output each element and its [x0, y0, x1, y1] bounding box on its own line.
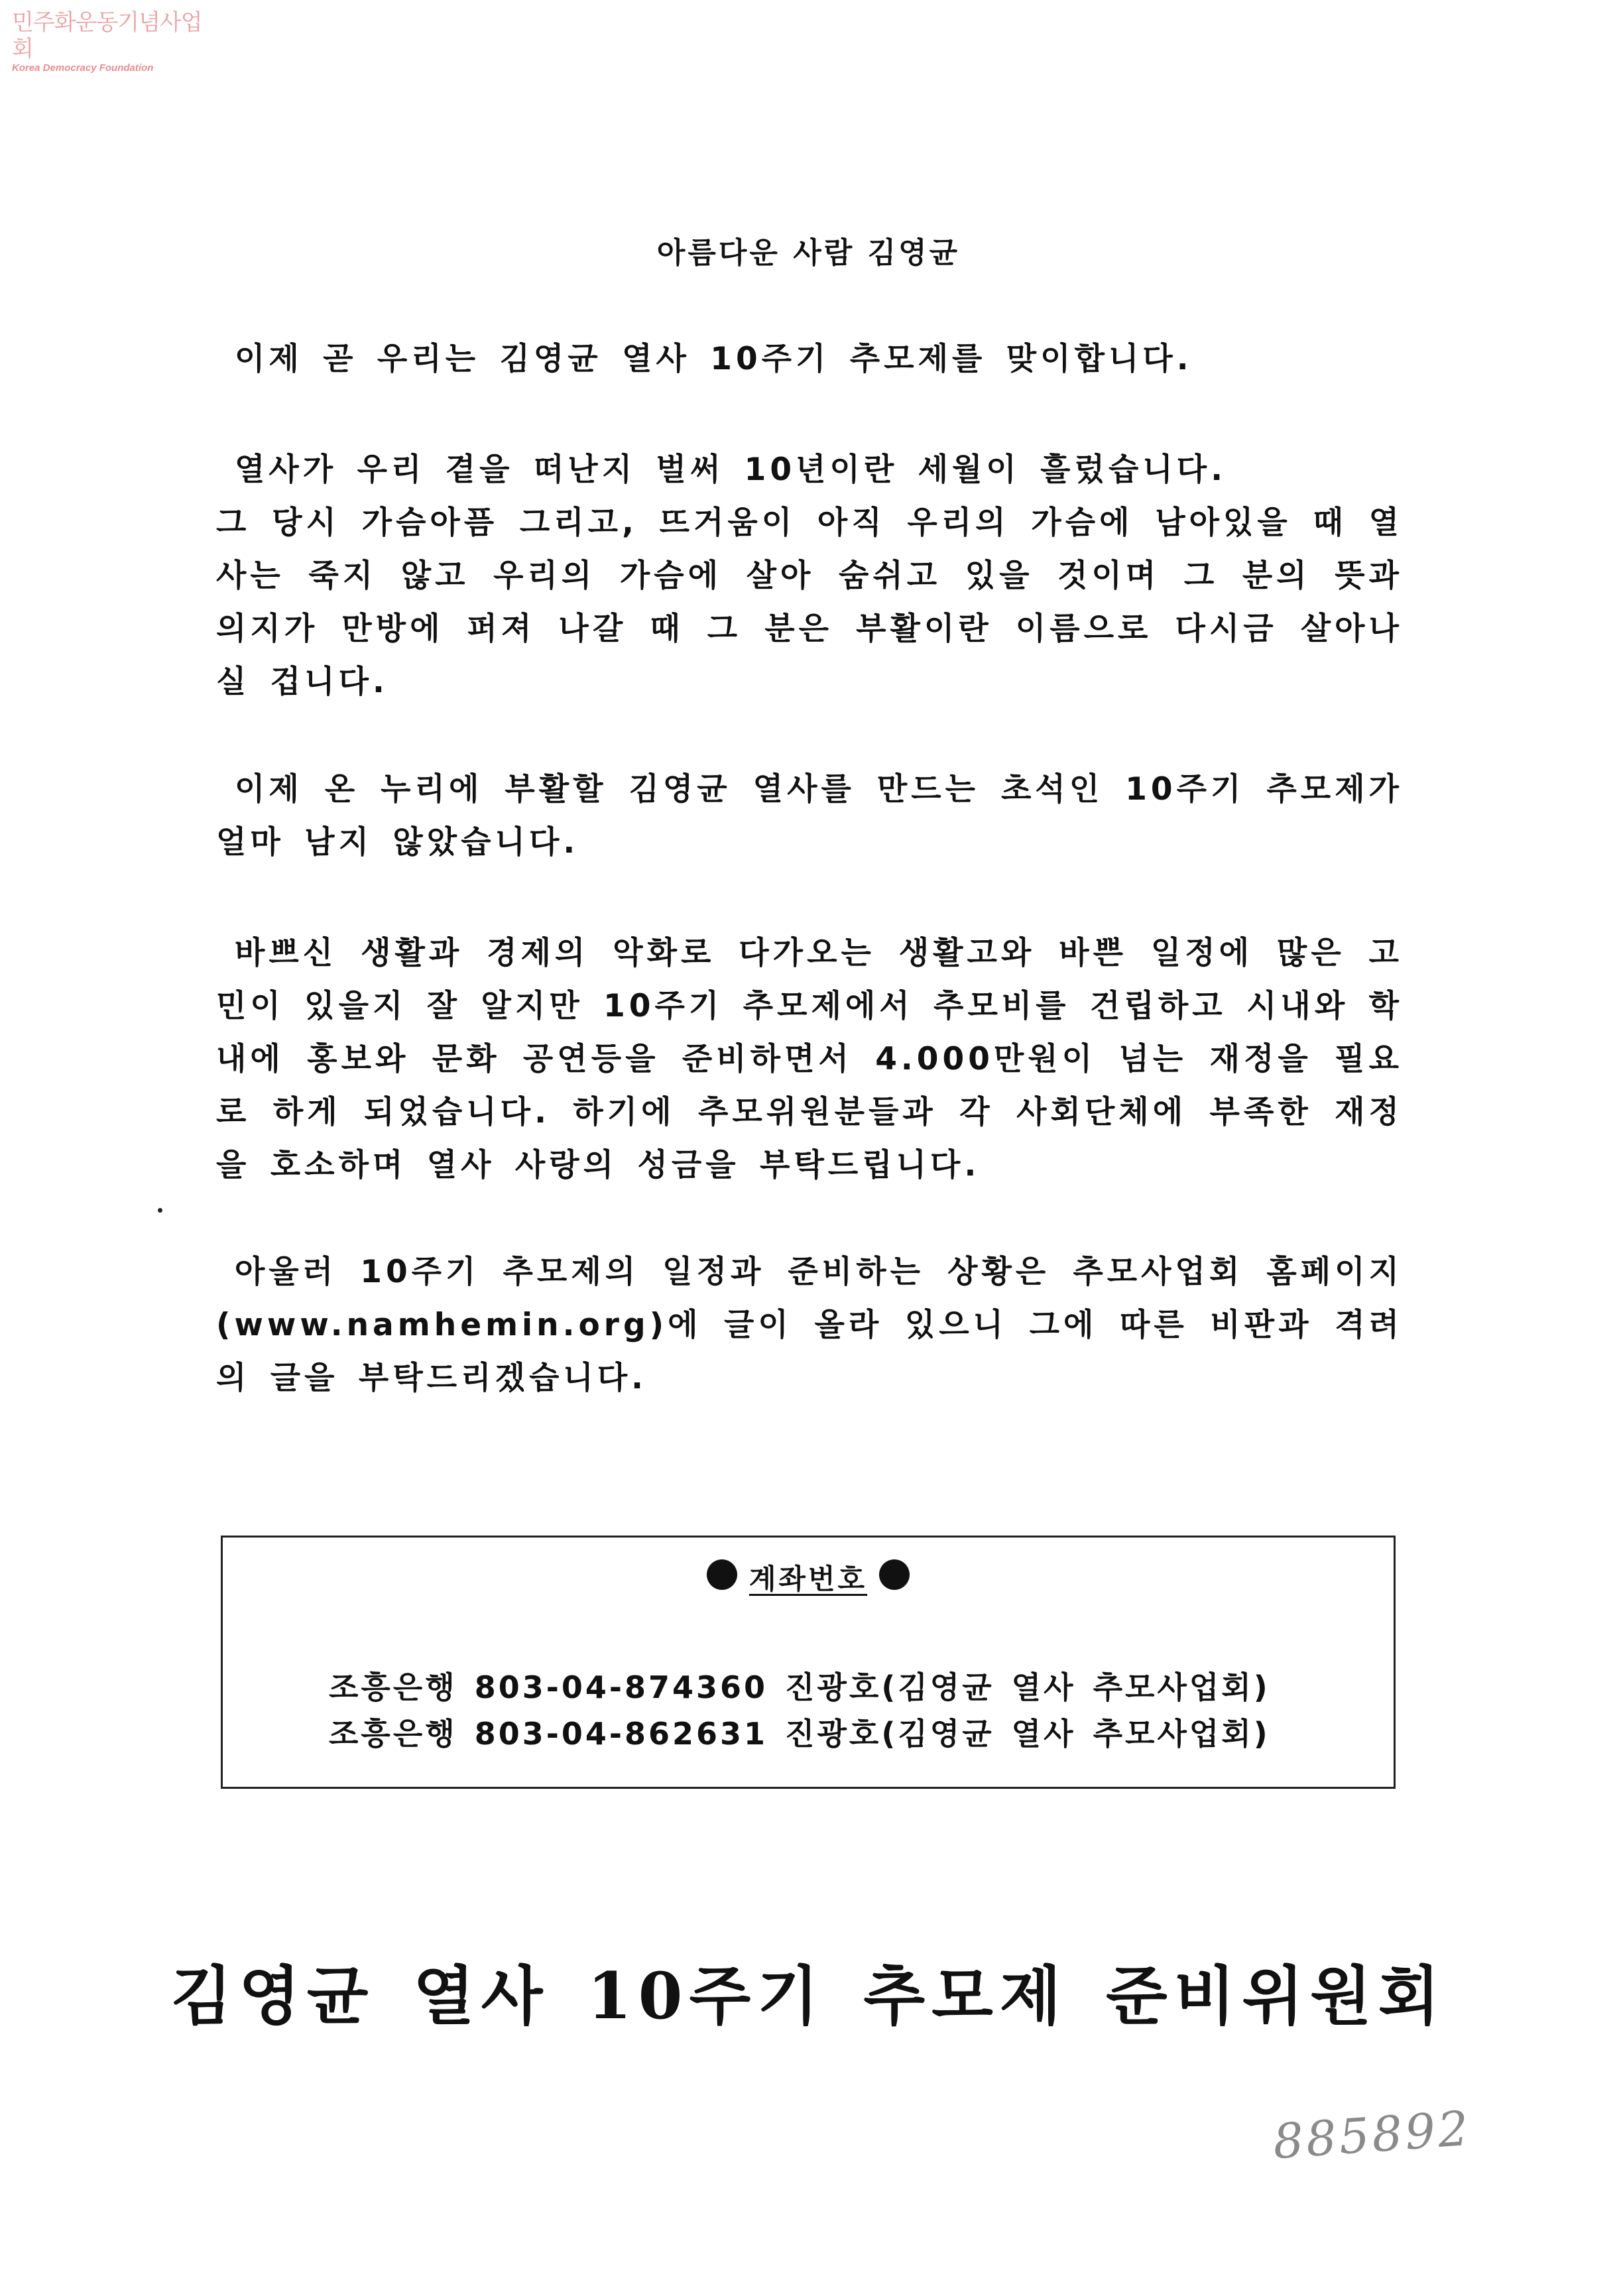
- account-heading-label: 계좌번호: [749, 1563, 868, 1595]
- paragraph-text: 이제 온 누리에 부활할 김영균 열사를 만드는 초석인 10주기 추모제가 얼마 남지 않았습니다.: [216, 771, 1403, 861]
- paragraph-text: 이제 곧 우리는 김영균 열사 10주기 추모제를 맞이합니다.: [235, 341, 1193, 377]
- paragraph-homepage: [216, 1246, 1403, 1405]
- committee-signature: 김영균 열사 10주기 추모제 준비위원회: [170, 1959, 1447, 2033]
- bullet-icon: [707, 1559, 737, 1590]
- account-line: 조흥은행 803-04-874360 진광호(김영균 열사 추모사업회): [329, 1669, 1270, 1705]
- watermark-english-text: Korea Democracy Foundation: [12, 62, 154, 74]
- paragraph-donation-request: [216, 927, 1403, 1192]
- document-title: 아름다운 사람 김영균: [656, 236, 961, 270]
- paragraph-text: 아울러 10주기 추모제의 일정과 준비하는 상황은 추모사업회 홈페이지(www.namhemin.org)에 글이 올라 있으니 그에 따른 비판과 격려의 글을 부탁드리겠습니다.: [216, 1254, 1403, 1396]
- paragraph-text: 열사가 우리 곁을 떠난지 벌써 10년이란 세월이 흘렀습니다.: [235, 452, 1227, 488]
- paragraph-remembrance: [216, 444, 1403, 709]
- scan-dot: [158, 1208, 162, 1213]
- paragraph-intro: [216, 333, 1403, 386]
- paragraph-approaching: [216, 763, 1403, 869]
- handwritten-number: 885892: [1271, 2100, 1473, 2170]
- bullet-icon: [879, 1559, 910, 1590]
- paragraph-text: 그 당시 가슴아픔 그리고, 뜨거움이 아직 우리의 가슴에 남아있을 때 열사는 죽지 않고 우리의 가슴에 살아 숨쉬고 있을 것이며 그 분의 뜻과 의지가 만방에 퍼져 나갈 때 그 분은 부활이란 이름으로 다시금 살아나실 겁니다.: [216, 505, 1403, 700]
- account-info-box: [221, 1536, 1396, 1789]
- paragraph-text: 바쁘신 생활과 경제의 악화로 다가오는 생활고와 바쁜 일정에 많은 고민이 있을지 잘 알지만 10주기 추모제에서 추모비를 건립하고 시내와 학내에 홍보와 문화 공연등을 준비하면서 4.000만원이 넘는 재정을 필요로 하게 되었습니다. 하기에 추모위원분들과 각 사회단체에 부족한 재정을 호소하며 열사 사랑의 성금을 부탁드립니다.: [216, 935, 1403, 1183]
- watermark-logo: [12, 9, 211, 74]
- account-heading: [223, 1557, 1394, 1597]
- watermark-korean-text: 민주화운동기념사업회: [12, 9, 202, 62]
- account-line: 조흥은행 803-04-862631 진광호(김영균 열사 추모사업회): [329, 1716, 1270, 1752]
